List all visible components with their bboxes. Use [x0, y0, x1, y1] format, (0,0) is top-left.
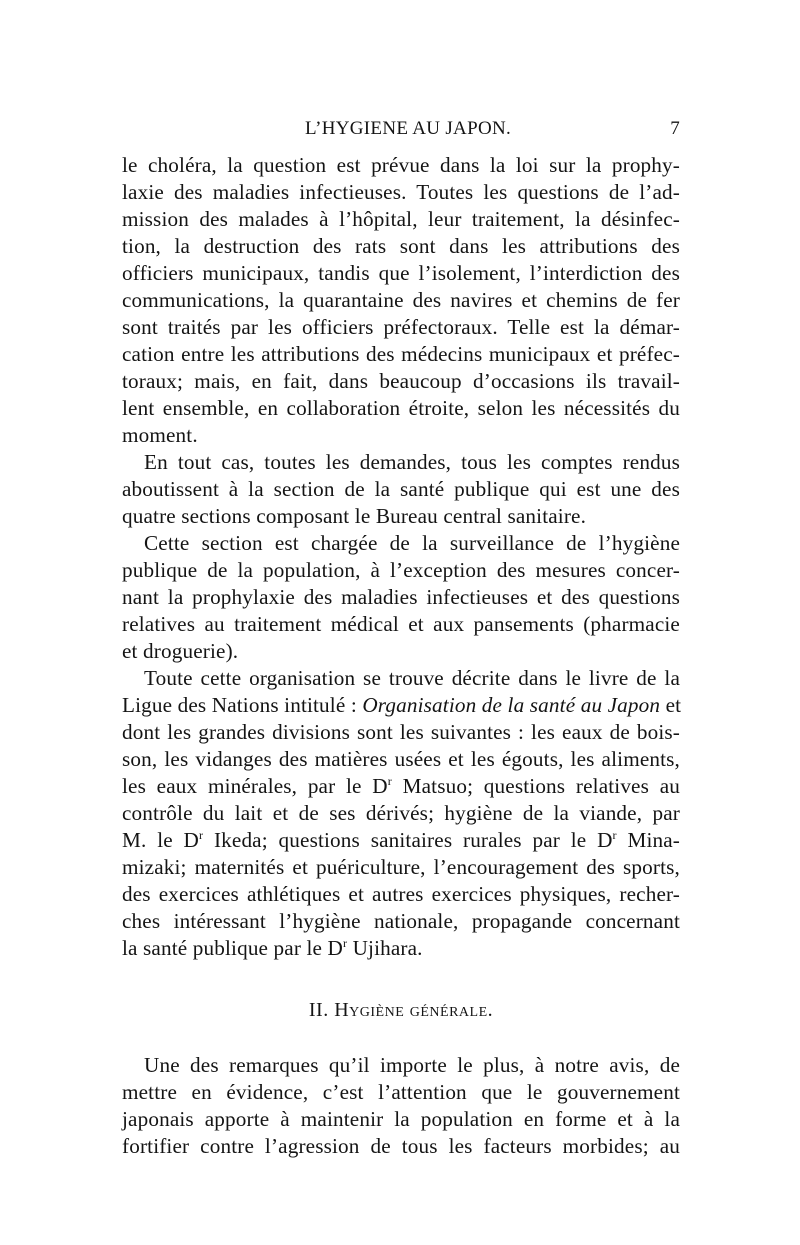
superscript: r [387, 774, 392, 788]
text-line: mission des malades à l’hôpital, leur traitement, la désinfec- [122, 207, 680, 231]
text-run: Ligue des Nations intitulé : [122, 693, 363, 717]
superscript: r [199, 828, 204, 842]
text-line: communications, la quarantaine des navires et chemins de fer [122, 288, 680, 312]
text-line: ches intéressant l’hygiène nationale, propagande concernant [122, 909, 680, 933]
text-line: mettre en évidence, c’est l’attention que le gouvernement [122, 1080, 680, 1104]
text-line: officiers municipaux, tandis que l’isolement, l’interdiction des [122, 261, 680, 285]
text-line: tion, la destruction des rats sont dans les attributions des [122, 234, 680, 258]
text-line [122, 692, 680, 719]
text-line: contrôle du lait et de ses dérivés; hygiène de la viande, par [122, 801, 680, 825]
text-line: son, les vidanges des matières usées et les égouts, les aliments, [122, 747, 680, 771]
text-line: En tout cas, toutes les demandes, tous les comptes rendus [144, 450, 680, 474]
section-title: Hygiène générale. [334, 999, 494, 1021]
section-heading [122, 997, 680, 1024]
text-run: Matsuo; questions relatives au [391, 774, 681, 798]
text-line: fortifier contre l’agression de tous les facteurs morbides; au [122, 1134, 680, 1158]
superscript: r [612, 828, 617, 842]
text-line: sont traités par les officiers préfectoraux. Telle est la démar- [122, 315, 680, 339]
text-line [122, 935, 680, 962]
text-line: mizaki; maternités et puériculture, l’encouragement des sports, [122, 855, 680, 879]
text-line: dont les grandes divisions sont les suivantes : les eaux de bois- [122, 720, 680, 744]
paragraph-5 [122, 1052, 680, 1160]
text-line: des exercices athlétiques et autres exercices physiques, recher- [122, 882, 680, 906]
text-line: Toute cette organisation se trouve décrite dans le livre de la [144, 666, 680, 690]
section-number: II. [308, 999, 329, 1021]
text-line: toraux; mais, en fait, dans beaucoup d’occasions ils travail- [122, 369, 680, 393]
text-line: aboutissent à la section de la santé publique qui est une des [122, 477, 680, 501]
running-header [122, 112, 680, 142]
text-run: et [660, 693, 682, 717]
book-page [122, 112, 680, 1160]
book-title: Organisation de la santé au Japon [362, 693, 661, 717]
paragraph-2 [122, 449, 680, 530]
paragraph-1 [122, 152, 680, 449]
text-line: publique de la population, à l’exception des mesures concer- [122, 558, 680, 582]
running-title: L’HYGIENE AU JAPON. [304, 118, 512, 139]
text-line: lent ensemble, en collaboration étroite, selon les nécessités du [122, 396, 680, 420]
text-line: Cette section est chargée de la surveillance de l’hygiène [144, 531, 680, 555]
paragraph-3 [122, 530, 680, 665]
text-line: le choléra, la question est prévue dans la loi sur la prophy- [122, 153, 680, 177]
text-line: Une des remarques qu’il importe le plus, à notre avis, de [144, 1053, 680, 1077]
text-line: japonais apporte à maintenir la population en forme et à la [122, 1107, 680, 1131]
text-line: laxie des maladies infectieuses. Toutes les questions de l’ad- [122, 180, 680, 204]
page-number: 7 [670, 118, 680, 139]
text-line: quatre sections composant le Bureau central sanitaire. [122, 504, 587, 528]
page-body [122, 152, 680, 1160]
text-line [122, 827, 680, 854]
text-run: Ikeda; questions sanitaires rurales par le D [203, 828, 613, 852]
text-line: moment. [122, 423, 198, 447]
superscript: r [343, 936, 348, 950]
paragraph-4 [122, 665, 680, 962]
text-run: les eaux minérales, par le D [122, 774, 388, 798]
text-line: et droguerie). [122, 639, 239, 663]
text-line: cation entre les attributions des médecins municipaux et préfec- [122, 342, 680, 366]
text-line: relatives au traitement médical et aux pansements (pharmacie [122, 612, 680, 636]
text-run: Ujihara. [347, 936, 423, 960]
text-run: M. le D [122, 828, 200, 852]
text-run: Mina- [616, 828, 680, 852]
text-line [122, 773, 680, 800]
text-line: nant la prophylaxie des maladies infectieuses et des questions [122, 585, 680, 609]
text-run: la santé publique par le D [122, 936, 343, 960]
